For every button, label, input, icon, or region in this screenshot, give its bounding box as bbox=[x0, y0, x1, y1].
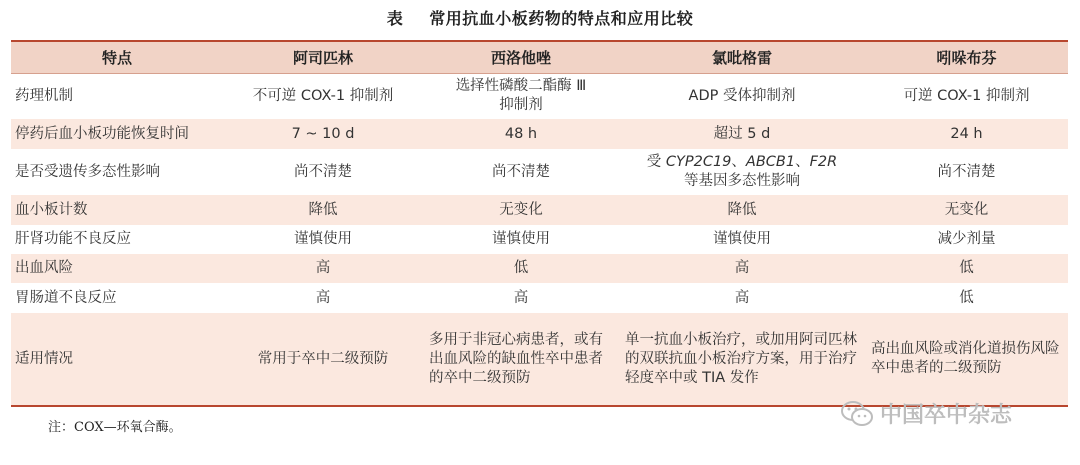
clopidogrel-prefix: 受 bbox=[646, 154, 666, 170]
feature-cell: 药理机制 bbox=[15, 87, 73, 104]
header-feature: 特点 bbox=[11, 41, 223, 73]
cilostazol-cell: 高 bbox=[513, 289, 529, 306]
gene-cyp2c19: CYP2C19 bbox=[665, 154, 732, 170]
cilostazol-cell: 低 bbox=[513, 260, 529, 276]
clopidogrel-cell: 超过 5 d bbox=[713, 125, 771, 142]
cilostazol-cell: 多用于非冠心病患者，或有出血风险的缺血性卒中患者的卒中二级预防 bbox=[423, 313, 619, 406]
table-title-label: 表 bbox=[386, 9, 404, 28]
clopidogrel-cell: 高 bbox=[734, 260, 750, 276]
table-row bbox=[11, 119, 1068, 149]
table-footnote: 注：COX—环氧合酶。 bbox=[48, 420, 182, 435]
indobufen-cell: 无变化 bbox=[944, 201, 989, 218]
aspirin-cell: 尚不清楚 bbox=[294, 163, 352, 180]
indobufen-cell: 24 h bbox=[950, 125, 983, 142]
comparison-table bbox=[11, 40, 1068, 407]
indobufen-cell: 高出血风险或消化道损伤风险卒中患者的二级预防 bbox=[865, 313, 1068, 406]
indobufen-cell: 低 bbox=[959, 260, 974, 276]
indobufen-cell: 减少剂量 bbox=[937, 231, 996, 247]
aspirin-cell: 高 bbox=[315, 260, 331, 276]
table-title-text: 常用抗血小板药物的特点和应用比较 bbox=[429, 9, 694, 28]
gene-abcb1: ABCB1 bbox=[745, 154, 796, 170]
header-aspirin: 阿司匹林 bbox=[223, 41, 423, 73]
gene-separator: 、 bbox=[795, 154, 810, 170]
cilostazol-cell: 谨慎使用 bbox=[492, 231, 550, 247]
table-row bbox=[11, 254, 1068, 283]
aspirin-cell: 降低 bbox=[308, 201, 338, 218]
table-header-row bbox=[11, 41, 1068, 73]
aspirin-cell: 7 ~ 10 d bbox=[291, 125, 355, 142]
feature-cell: 肝肾功能不良反应 bbox=[15, 231, 131, 247]
feature-cell: 是否受遗传多态性影响 bbox=[15, 163, 160, 180]
table-row bbox=[11, 313, 1068, 406]
table-row bbox=[11, 225, 1068, 254]
watermark bbox=[840, 398, 1012, 429]
clopidogrel-suffix: 等基因多态性影响 bbox=[684, 173, 800, 189]
table-row bbox=[11, 149, 1068, 195]
cilostazol-cell: 48 h bbox=[504, 125, 538, 142]
indobufen-cell: 低 bbox=[959, 289, 974, 306]
gene-f2r: F2R bbox=[809, 154, 838, 170]
feature-cell: 出血风险 bbox=[15, 260, 73, 276]
gene-separator: 、 bbox=[731, 154, 746, 170]
clopidogrel-cell: 谨慎使用 bbox=[713, 231, 771, 247]
clopidogrel-cell: 高 bbox=[734, 289, 750, 306]
table-row bbox=[11, 283, 1068, 313]
clopidogrel-cell: ADP 受体抑制剂 bbox=[688, 87, 796, 104]
header-indobufen: 吲哚布芬 bbox=[865, 41, 1068, 73]
table-row bbox=[11, 195, 1068, 225]
indobufen-cell: 可逆 COX-1 抑制剂 bbox=[903, 87, 1030, 104]
clopidogrel-cell bbox=[619, 149, 865, 195]
header-cilostazol: 西洛他唑 bbox=[423, 41, 619, 73]
watermark-text: 中国卒中杂志 bbox=[880, 403, 1013, 428]
clopidogrel-cell: 单一抗血小板治疗，或加用阿司匹林的双联抗血小板治疗方案，用于治疗轻度卒中或 TIA 发作 bbox=[619, 313, 865, 406]
cilostazol-cell: 尚不清楚 bbox=[492, 163, 550, 180]
aspirin-cell: 高 bbox=[315, 289, 331, 306]
header-clopidogrel: 氯吡格雷 bbox=[619, 41, 865, 73]
cilostazol-cell: 选择性磷酸二酯酶 Ⅲ 抑制剂 bbox=[455, 78, 587, 114]
feature-cell: 血小板计数 bbox=[15, 201, 88, 218]
feature-cell: 胃肠道不良反应 bbox=[15, 289, 117, 306]
feature-cell: 适用情况 bbox=[11, 313, 223, 406]
aspirin-cell: 谨慎使用 bbox=[294, 231, 352, 247]
aspirin-cell: 不可逆 COX-1 抑制剂 bbox=[252, 87, 394, 104]
table-row bbox=[11, 73, 1068, 119]
wechat-icon bbox=[840, 400, 874, 428]
aspirin-cell: 常用于卒中二级预防 bbox=[223, 313, 423, 406]
clopidogrel-cell: 降低 bbox=[727, 201, 757, 218]
indobufen-cell: 尚不清楚 bbox=[937, 163, 996, 180]
table-title bbox=[0, 6, 1080, 29]
feature-cell: 停药后血小板功能恢复时间 bbox=[15, 125, 189, 142]
cilostazol-cell: 无变化 bbox=[499, 201, 543, 218]
